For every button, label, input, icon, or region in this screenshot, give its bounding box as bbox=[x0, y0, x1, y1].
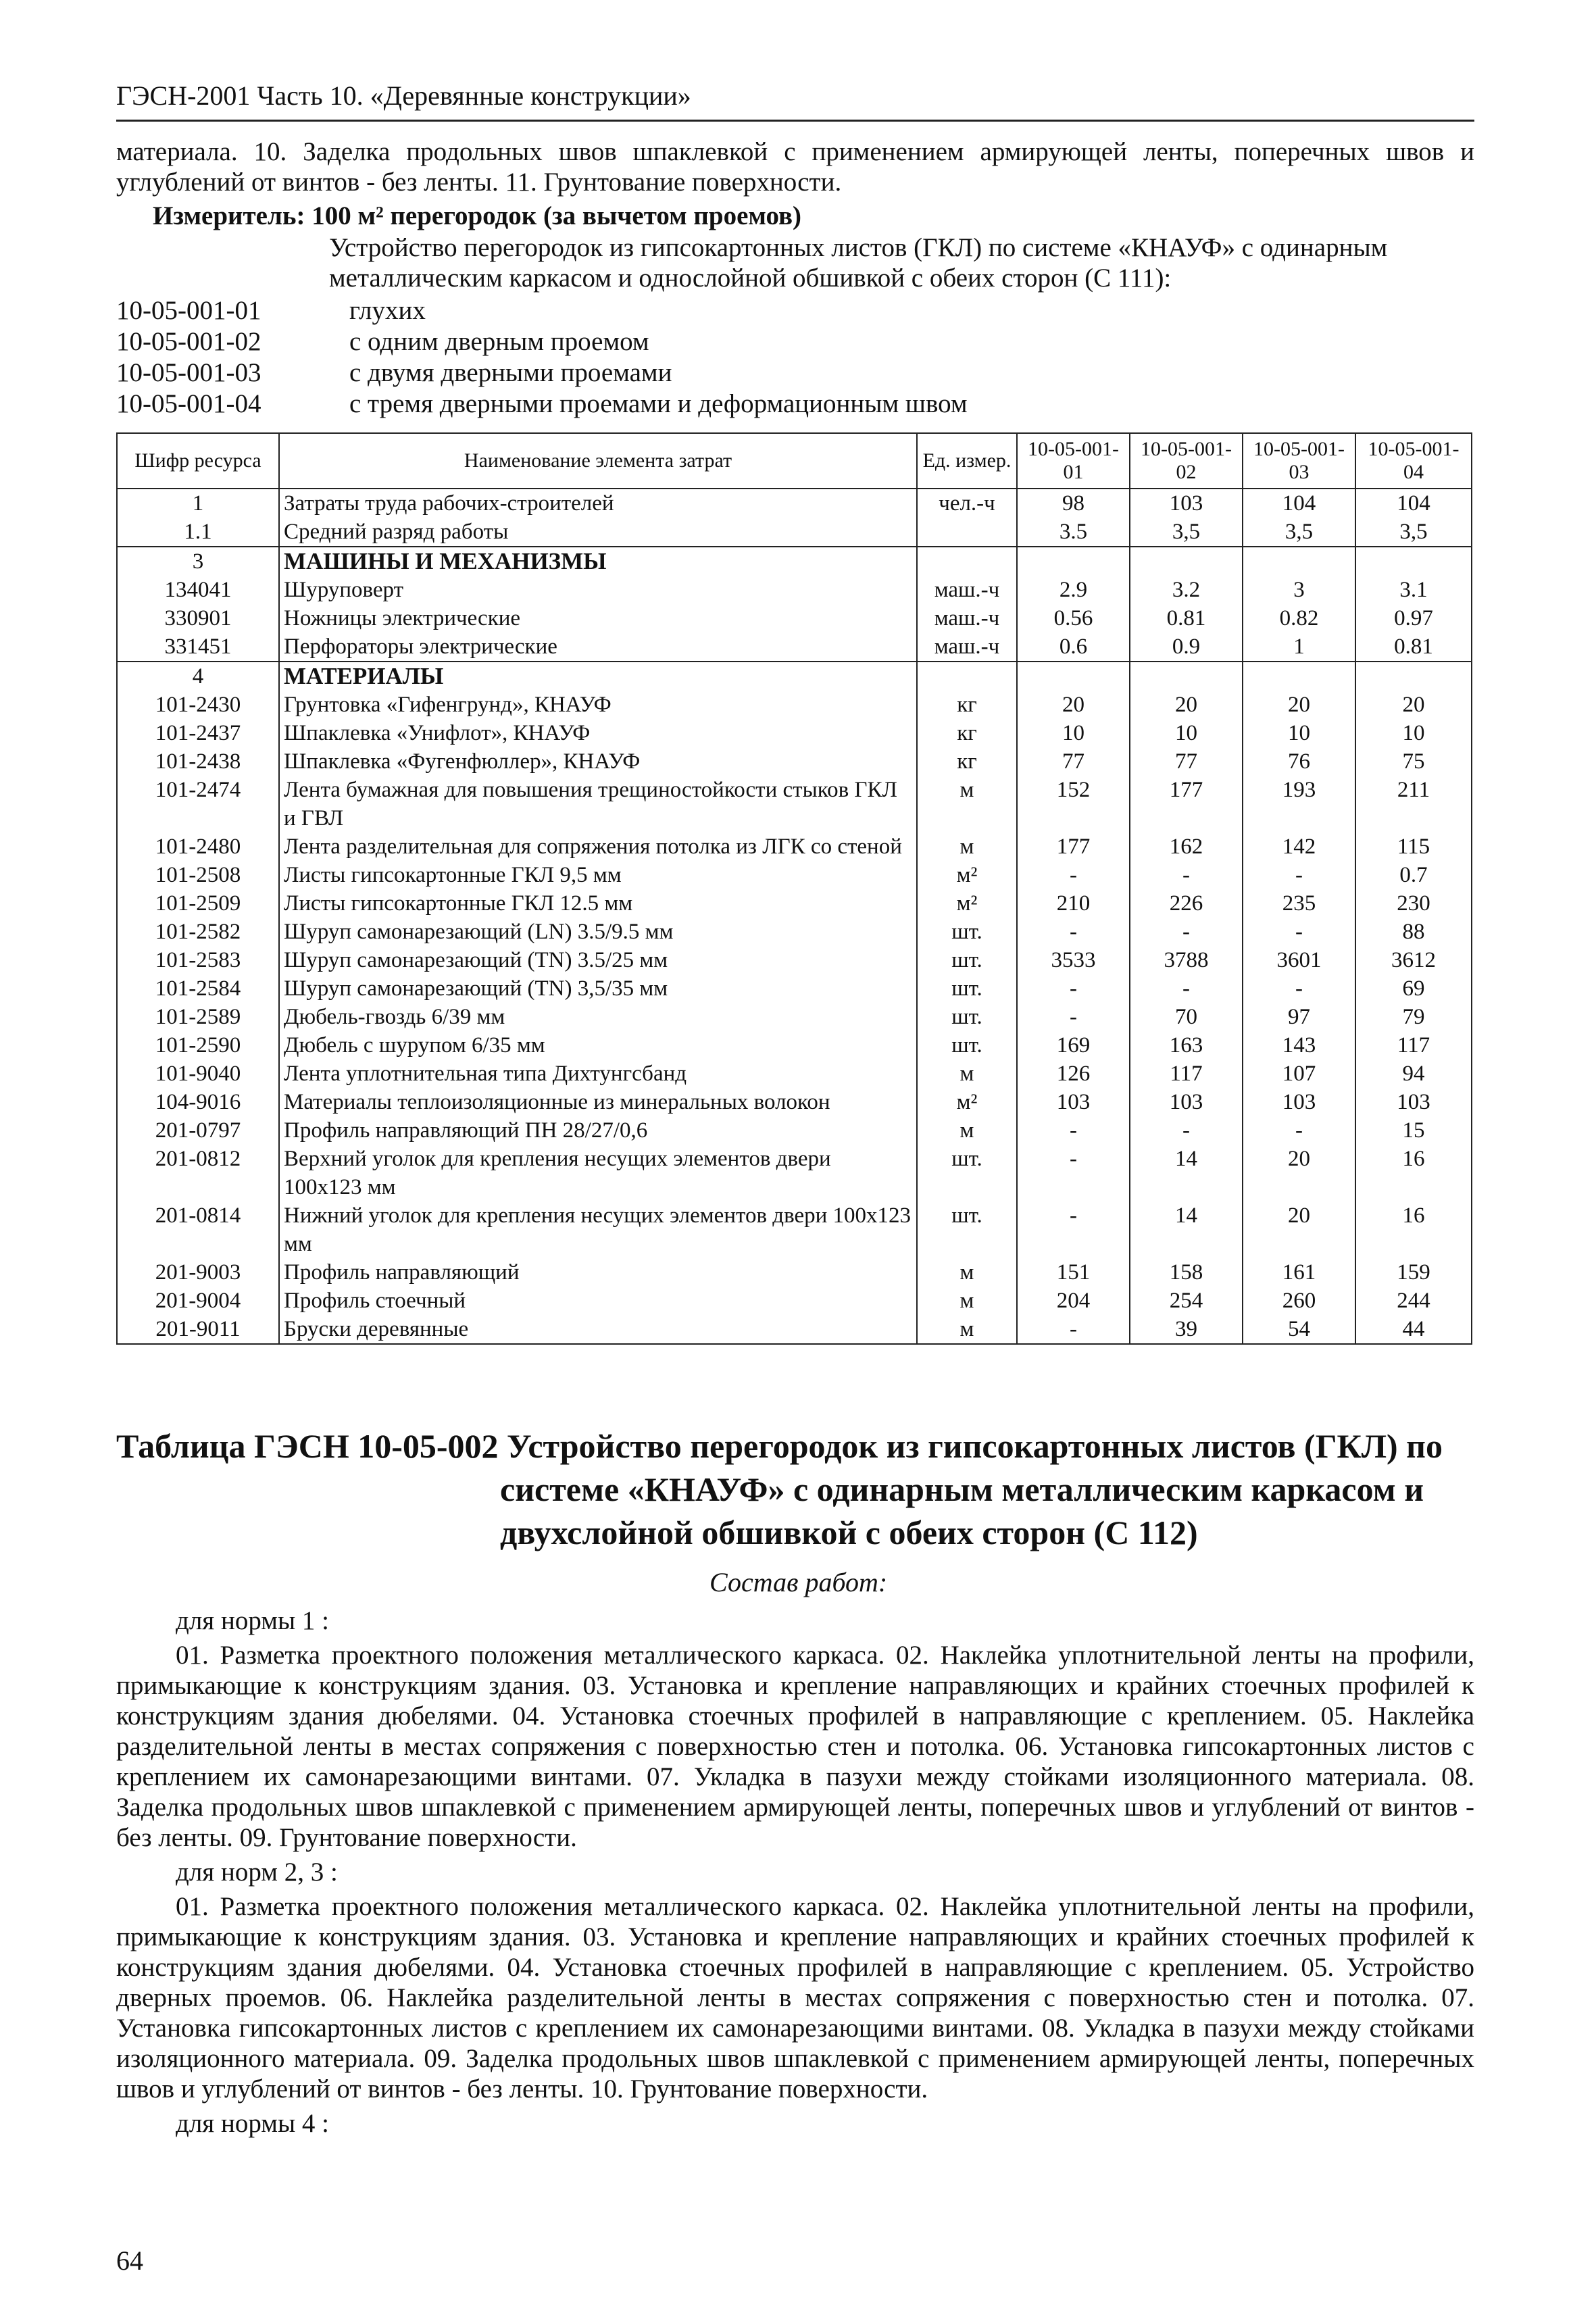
cell-name: Материалы теплоизоляционные из минеральных волокон bbox=[279, 1088, 917, 1116]
cell-name: МАШИНЫ И МЕХАНИЗМЫ bbox=[279, 547, 917, 576]
cell-norm-2: 0.9 bbox=[1130, 632, 1243, 662]
cell-name: Шуруп самонарезающий (LN) 3.5/9.5 мм bbox=[279, 918, 917, 946]
cell-norm-3: - bbox=[1243, 918, 1355, 946]
cell-norm-2: 3.2 bbox=[1130, 576, 1243, 604]
cell-norm-1 bbox=[1017, 547, 1130, 576]
column-header-norm-1: 10-05-001-01 bbox=[1017, 433, 1130, 489]
cell-code: 330901 bbox=[117, 604, 279, 632]
cell-norm-1: 169 bbox=[1017, 1031, 1130, 1060]
cell-name: Дюбель с шурупом 6/35 мм bbox=[279, 1031, 917, 1060]
cell-code: 201-0797 bbox=[117, 1116, 279, 1145]
cell-code: 201-0812 bbox=[117, 1145, 279, 1201]
table-title bbox=[116, 1424, 1474, 1554]
cell-norm-3 bbox=[1243, 662, 1355, 691]
cell-norm-1: 0.56 bbox=[1017, 604, 1130, 632]
cell-norm-2: 162 bbox=[1130, 832, 1243, 861]
cell-norm-3: 0.82 bbox=[1243, 604, 1355, 632]
norm-code-row bbox=[116, 389, 1130, 420]
column-header-norm-4: 10-05-001-04 bbox=[1355, 433, 1472, 489]
cell-name: Лента бумажная для повышения трещиностойкости стыков ГКЛ и ГВЛ bbox=[279, 776, 917, 832]
cell-norm-1: 152 bbox=[1017, 776, 1130, 832]
cell-unit: маш.-ч bbox=[917, 632, 1017, 662]
cell-code: 201-0814 bbox=[117, 1201, 279, 1258]
table-row bbox=[117, 1201, 1472, 1258]
cell-norm-4: 244 bbox=[1355, 1287, 1472, 1315]
column-header-unit: Ед. измер. bbox=[917, 433, 1017, 489]
cell-norm-2: 3788 bbox=[1130, 946, 1243, 974]
norm-code: 10-05-001-03 bbox=[116, 358, 261, 387]
table-row bbox=[117, 832, 1472, 861]
cell-unit: м bbox=[917, 1258, 1017, 1287]
cell-norm-4: 0.81 bbox=[1355, 632, 1472, 662]
table-row bbox=[117, 747, 1472, 776]
work-composition-heading: Состав работ: bbox=[709, 1567, 888, 1597]
cell-code: 101-2474 bbox=[117, 776, 279, 832]
cell-norm-4: 44 bbox=[1355, 1315, 1472, 1344]
cell-norm-2: 70 bbox=[1130, 1003, 1243, 1031]
cell-name: Лента разделительная для сопряжения потолка из ЛГК со стеной bbox=[279, 832, 917, 861]
table-row bbox=[117, 1031, 1472, 1060]
cell-norm-3: 193 bbox=[1243, 776, 1355, 832]
table-title-line: Таблица ГЭСН 10-05-002 Устройство перегородок из гипсокартонных листов (ГКЛ) по bbox=[116, 1427, 1443, 1465]
cell-norm-4: 3.1 bbox=[1355, 576, 1472, 604]
column-header-norm-3: 10-05-001-03 bbox=[1243, 433, 1355, 489]
norm-code: 10-05-001-02 bbox=[116, 327, 261, 356]
cell-name: Верхний уголок для крепления несущих элементов двери 100х123 мм bbox=[279, 1145, 917, 1201]
cell-norm-4: 115 bbox=[1355, 832, 1472, 861]
cell-unit: шт. bbox=[917, 1201, 1017, 1258]
cell-unit: шт. bbox=[917, 974, 1017, 1003]
cell-unit: м bbox=[917, 832, 1017, 861]
cell-unit bbox=[917, 662, 1017, 691]
cell-norm-2: 254 bbox=[1130, 1287, 1243, 1315]
table-row bbox=[117, 518, 1472, 547]
resources-table bbox=[116, 432, 1472, 1345]
table-row bbox=[117, 1116, 1472, 1145]
cell-norm-1: 20 bbox=[1017, 691, 1130, 719]
cell-unit: м bbox=[917, 1060, 1017, 1088]
cell-norm-4: 3612 bbox=[1355, 946, 1472, 974]
table-title-line: двухслойной обшивкой с обеих сторон (С 112) bbox=[500, 1514, 1198, 1551]
cell-norm-3: 76 bbox=[1243, 747, 1355, 776]
cell-code: 101-2590 bbox=[117, 1031, 279, 1060]
cell-unit: кг bbox=[917, 747, 1017, 776]
cell-norm-2: 158 bbox=[1130, 1258, 1243, 1287]
cell-norm-2: 39 bbox=[1130, 1315, 1243, 1344]
table-row bbox=[117, 691, 1472, 719]
cell-unit: шт. bbox=[917, 1145, 1017, 1201]
cell-norm-2: 10 bbox=[1130, 719, 1243, 747]
cell-norm-1: 204 bbox=[1017, 1287, 1130, 1315]
cell-norm-3: 1 bbox=[1243, 632, 1355, 662]
cell-norm-3: - bbox=[1243, 1116, 1355, 1145]
cell-norm-4: 103 bbox=[1355, 1088, 1472, 1116]
cell-code: 101-2430 bbox=[117, 691, 279, 719]
cell-norm-4: 15 bbox=[1355, 1116, 1472, 1145]
cell-name: Бруски деревянные bbox=[279, 1315, 917, 1344]
cell-name: Затраты труда рабочих-строителей bbox=[279, 489, 917, 518]
cell-norm-1: 177 bbox=[1017, 832, 1130, 861]
cell-unit: шт. bbox=[917, 918, 1017, 946]
cell-unit: шт. bbox=[917, 1031, 1017, 1060]
cell-norm-1: 10 bbox=[1017, 719, 1130, 747]
cell-norm-3: 10 bbox=[1243, 719, 1355, 747]
cell-norm-3: - bbox=[1243, 861, 1355, 889]
cell-unit bbox=[917, 547, 1017, 576]
column-header-name: Наименование элемента затрат bbox=[279, 433, 917, 489]
table-row bbox=[117, 1287, 1472, 1315]
cell-norm-4: 159 bbox=[1355, 1258, 1472, 1287]
cell-norm-4: 88 bbox=[1355, 918, 1472, 946]
norm-paragraph: 01. Разметка проектного положения металлического каркаса. 02. Наклейка уплотнительной ленты на профили, примыкающие к конструкциям здания. 03. Установка и крепление направляющих и крайних стоечных профилей к конструкциям здания дюбелями. 04. Установка стоечных профилей в направляющие с креплением. 05. Наклейка разделительной ленты в местах сопряжения с поверхностью стен и потолка. 06. Установка гипсокартонных листов с креплением их самонарезающими винтами. 07. Укладка в пазухи между стойками изоляционного материала. 08. Заделка продольных швов шпаклевкой с применением армирующей ленты, поперечных швов и углублений от винтов - без ленты. 09. Грунтование поверхности. bbox=[116, 1641, 1474, 1852]
cell-code: 1.1 bbox=[117, 518, 279, 547]
table-row bbox=[117, 776, 1472, 832]
cell-norm-4: 79 bbox=[1355, 1003, 1472, 1031]
cell-norm-1: - bbox=[1017, 1116, 1130, 1145]
cell-norm-4: 230 bbox=[1355, 889, 1472, 918]
cell-norm-1: 126 bbox=[1017, 1060, 1130, 1088]
cell-code: 104-9016 bbox=[117, 1088, 279, 1116]
cell-norm-4: 10 bbox=[1355, 719, 1472, 747]
cell-norm-1: 2.9 bbox=[1017, 576, 1130, 604]
table-row bbox=[117, 1315, 1472, 1344]
norm-code-row bbox=[116, 357, 1130, 389]
cell-code: 101-2508 bbox=[117, 861, 279, 889]
cell-norm-1: - bbox=[1017, 1003, 1130, 1031]
table-header-row bbox=[117, 433, 1472, 489]
cell-name: Листы гипсокартонные ГКЛ 12.5 мм bbox=[279, 889, 917, 918]
cell-norm-3: 103 bbox=[1243, 1088, 1355, 1116]
cell-code: 201-9004 bbox=[117, 1287, 279, 1315]
cell-unit: м² bbox=[917, 861, 1017, 889]
cell-code: 134041 bbox=[117, 576, 279, 604]
cell-name: Ножницы электрические bbox=[279, 604, 917, 632]
cell-norm-3: 235 bbox=[1243, 889, 1355, 918]
table-row bbox=[117, 576, 1472, 604]
norm-code-label: с двумя дверными проемами bbox=[349, 358, 672, 387]
norm-label: для норм 2, 3 : bbox=[176, 1858, 338, 1887]
cell-norm-4 bbox=[1355, 547, 1472, 576]
page-number: 64 bbox=[116, 2245, 143, 2276]
cell-code: 101-2509 bbox=[117, 889, 279, 918]
cell-name: Профиль стоечный bbox=[279, 1287, 917, 1315]
cell-norm-1: - bbox=[1017, 861, 1130, 889]
cell-norm-2: 0.81 bbox=[1130, 604, 1243, 632]
cell-name: Дюбель-гвоздь 6/39 мм bbox=[279, 1003, 917, 1031]
cell-unit bbox=[917, 518, 1017, 547]
cell-name: Нижний уголок для крепления несущих элементов двери 100х123 мм bbox=[279, 1201, 917, 1258]
cell-norm-3: 20 bbox=[1243, 691, 1355, 719]
cell-norm-2: 177 bbox=[1130, 776, 1243, 832]
cell-norm-2: 77 bbox=[1130, 747, 1243, 776]
cell-unit: шт. bbox=[917, 946, 1017, 974]
cell-norm-4: 16 bbox=[1355, 1145, 1472, 1201]
table-row bbox=[117, 1145, 1472, 1201]
table-row bbox=[117, 918, 1472, 946]
cell-name: Шуруповерт bbox=[279, 576, 917, 604]
cell-norm-2: 226 bbox=[1130, 889, 1243, 918]
table-row bbox=[117, 632, 1472, 662]
cell-norm-4: 69 bbox=[1355, 974, 1472, 1003]
cell-norm-2: - bbox=[1130, 974, 1243, 1003]
cell-name: Перфораторы электрические bbox=[279, 632, 917, 662]
cell-name: Шпаклевка «Фугенфюллер», КНАУФ bbox=[279, 747, 917, 776]
cell-norm-2: - bbox=[1130, 918, 1243, 946]
cell-norm-3: 20 bbox=[1243, 1145, 1355, 1201]
cell-name: Грунтовка «Гифенгрунд», КНАУФ bbox=[279, 691, 917, 719]
cell-unit: чел.-ч bbox=[917, 489, 1017, 518]
cell-norm-3: 3 bbox=[1243, 576, 1355, 604]
table-row bbox=[117, 1060, 1472, 1088]
cell-norm-3: 54 bbox=[1243, 1315, 1355, 1344]
cell-norm-4 bbox=[1355, 662, 1472, 691]
cell-norm-2: 14 bbox=[1130, 1201, 1243, 1258]
cell-unit: м bbox=[917, 1116, 1017, 1145]
cell-norm-3: 3,5 bbox=[1243, 518, 1355, 547]
cell-norm-2: 3,5 bbox=[1130, 518, 1243, 547]
cell-code: 1 bbox=[117, 489, 279, 518]
table-row bbox=[117, 547, 1472, 576]
norm-label: для нормы 1 : bbox=[176, 1606, 329, 1635]
cell-name: Профиль направляющий bbox=[279, 1258, 917, 1287]
norm-codes-list bbox=[116, 295, 1130, 420]
table-row bbox=[117, 1003, 1472, 1031]
cell-norm-2 bbox=[1130, 547, 1243, 576]
norm-code-row bbox=[116, 326, 1130, 357]
table-row bbox=[117, 662, 1472, 691]
cell-norm-2: 117 bbox=[1130, 1060, 1243, 1088]
norm-code-label: с тремя дверными проемами и деформационным швом bbox=[349, 389, 968, 418]
cell-code: 101-9040 bbox=[117, 1060, 279, 1088]
cell-code: 101-2582 bbox=[117, 918, 279, 946]
cell-norm-4: 75 bbox=[1355, 747, 1472, 776]
norm-code: 10-05-001-04 bbox=[116, 389, 261, 418]
cell-norm-3: 104 bbox=[1243, 489, 1355, 518]
table-row bbox=[117, 889, 1472, 918]
norm-spec: Устройство перегородок из гипсокартонных листов (ГКЛ) по системе «КНАУФ» с одинарным металлическим каркасом и однослойной обшивкой с обеих сторон (С 111): bbox=[329, 233, 1388, 293]
cell-norm-2: - bbox=[1130, 1116, 1243, 1145]
table-title-line: системе «КНАУФ» с одинарным металлическим каркасом и bbox=[500, 1470, 1424, 1508]
measurer-line: Измеритель: 100 м² перегородок (за вычетом проемов) bbox=[153, 201, 802, 230]
cell-code: 201-9003 bbox=[117, 1258, 279, 1287]
cell-norm-1: 0.6 bbox=[1017, 632, 1130, 662]
cell-norm-3: 107 bbox=[1243, 1060, 1355, 1088]
cell-norm-4: 20 bbox=[1355, 691, 1472, 719]
cell-norm-1: 3533 bbox=[1017, 946, 1130, 974]
cell-unit: кг bbox=[917, 691, 1017, 719]
cell-code: 4 bbox=[117, 662, 279, 691]
running-header: ГЭСН-2001 Часть 10. «Деревянные конструкции» bbox=[116, 80, 1474, 122]
cell-norm-3: 142 bbox=[1243, 832, 1355, 861]
cell-code: 101-2437 bbox=[117, 719, 279, 747]
cell-norm-2: 103 bbox=[1130, 1088, 1243, 1116]
cell-name: МАТЕРИАЛЫ bbox=[279, 662, 917, 691]
cell-norm-1: 151 bbox=[1017, 1258, 1130, 1287]
table-body bbox=[117, 489, 1472, 1344]
column-header-norm-2: 10-05-001-02 bbox=[1130, 433, 1243, 489]
cell-name: Профиль направляющий ПН 28/27/0,6 bbox=[279, 1116, 917, 1145]
cell-norm-4: 104 bbox=[1355, 489, 1472, 518]
cell-norm-1: 210 bbox=[1017, 889, 1130, 918]
cell-norm-1: - bbox=[1017, 918, 1130, 946]
intro-paragraph: материала. 10. Заделка продольных швов шпаклевкой с применением армирующей ленты, поперечных швов и углублений от винтов - без ленты. 11. Грунтование поверхности. bbox=[116, 137, 1474, 197]
cell-norm-4: 3,5 bbox=[1355, 518, 1472, 547]
cell-norm-3 bbox=[1243, 547, 1355, 576]
norm-paragraph: 01. Разметка проектного положения металлического каркаса. 02. Наклейка уплотнительной ленты на профили, примыкающие к конструкциям здания. 03. Установка и крепление направляющих и крайних стоечных профилей к конструкциям здания дюбелями. 04. Установка стоечных профилей в направляющие с креплением. 05. Устройство дверных проемов. 06. Наклейка разделительной ленты в местах сопряжения с поверхностью стен и потолка. 07. Установка гипсокартонных листов с креплением их самонарезающими винтами. 08. Укладка в пазухи между стойками изоляционного материала. 09. Заделка продольных швов шпаклевкой с применением армирующей ленты, поперечных швов и углублений от винтов - без ленты. 10. Грунтование поверхности. bbox=[116, 1892, 1474, 2104]
cell-name: Шуруп самонарезающий (TN) 3,5/35 мм bbox=[279, 974, 917, 1003]
cell-code: 331451 bbox=[117, 632, 279, 662]
cell-unit: кг bbox=[917, 719, 1017, 747]
column-header-code: Шифр ресурса bbox=[117, 433, 279, 489]
cell-norm-2 bbox=[1130, 662, 1243, 691]
cell-unit: м bbox=[917, 1315, 1017, 1344]
cell-norm-4: 94 bbox=[1355, 1060, 1472, 1088]
cell-code: 101-2589 bbox=[117, 1003, 279, 1031]
cell-norm-2: 14 bbox=[1130, 1145, 1243, 1201]
cell-code: 3 bbox=[117, 547, 279, 576]
cell-norm-4: 211 bbox=[1355, 776, 1472, 832]
cell-unit: м bbox=[917, 776, 1017, 832]
cell-name: Шуруп самонарезающий (TN) 3.5/25 мм bbox=[279, 946, 917, 974]
cell-norm-2: 103 bbox=[1130, 489, 1243, 518]
norm-label: для нормы 4 : bbox=[176, 2109, 329, 2138]
cell-unit: м² bbox=[917, 1088, 1017, 1116]
cell-norm-1 bbox=[1017, 662, 1130, 691]
cell-norm-1: 77 bbox=[1017, 747, 1130, 776]
cell-norm-1: 103 bbox=[1017, 1088, 1130, 1116]
cell-norm-3: 260 bbox=[1243, 1287, 1355, 1315]
cell-norm-1: - bbox=[1017, 1315, 1130, 1344]
cell-norm-3: 97 bbox=[1243, 1003, 1355, 1031]
cell-unit: маш.-ч bbox=[917, 576, 1017, 604]
cell-name: Средний разряд работы bbox=[279, 518, 917, 547]
cell-unit: маш.-ч bbox=[917, 604, 1017, 632]
cell-norm-1: 98 bbox=[1017, 489, 1130, 518]
cell-norm-4: 0.7 bbox=[1355, 861, 1472, 889]
cell-norm-3: 20 bbox=[1243, 1201, 1355, 1258]
table-row bbox=[117, 861, 1472, 889]
cell-norm-3: - bbox=[1243, 974, 1355, 1003]
cell-norm-1: - bbox=[1017, 1201, 1130, 1258]
cell-code: 101-2480 bbox=[117, 832, 279, 861]
cell-code: 201-9011 bbox=[117, 1315, 279, 1344]
cell-norm-2: 163 bbox=[1130, 1031, 1243, 1060]
cell-norm-2: - bbox=[1130, 861, 1243, 889]
cell-norm-3: 143 bbox=[1243, 1031, 1355, 1060]
cell-name: Листы гипсокартонные ГКЛ 9,5 мм bbox=[279, 861, 917, 889]
cell-norm-4: 117 bbox=[1355, 1031, 1472, 1060]
cell-unit: м² bbox=[917, 889, 1017, 918]
cell-unit: шт. bbox=[917, 1003, 1017, 1031]
cell-code: 101-2438 bbox=[117, 747, 279, 776]
cell-norm-3: 3601 bbox=[1243, 946, 1355, 974]
cell-name: Лента уплотнительная типа Дихтунгсбанд bbox=[279, 1060, 917, 1088]
cell-norm-1: - bbox=[1017, 974, 1130, 1003]
cell-norm-4: 0.97 bbox=[1355, 604, 1472, 632]
norm-code-label: глухих bbox=[349, 296, 426, 325]
cell-code: 101-2584 bbox=[117, 974, 279, 1003]
cell-name: Шпаклевка «Унифлот», КНАУФ bbox=[279, 719, 917, 747]
table-row bbox=[117, 1088, 1472, 1116]
table-row bbox=[117, 946, 1472, 974]
cell-norm-2: 20 bbox=[1130, 691, 1243, 719]
table-row bbox=[117, 719, 1472, 747]
table-row bbox=[117, 489, 1472, 518]
norm-code: 10-05-001-01 bbox=[116, 296, 261, 325]
norm-code-label: с одним дверным проемом bbox=[349, 327, 649, 356]
table-row bbox=[117, 1258, 1472, 1287]
cell-norm-4: 16 bbox=[1355, 1201, 1472, 1258]
work-composition bbox=[116, 1605, 1474, 2139]
table-row bbox=[117, 974, 1472, 1003]
cell-norm-1: 3.5 bbox=[1017, 518, 1130, 547]
cell-unit: м bbox=[917, 1287, 1017, 1315]
cell-norm-3: 161 bbox=[1243, 1258, 1355, 1287]
table-row bbox=[117, 604, 1472, 632]
cell-code: 101-2583 bbox=[117, 946, 279, 974]
cell-norm-1: - bbox=[1017, 1145, 1130, 1201]
norm-code-row bbox=[116, 295, 1130, 326]
